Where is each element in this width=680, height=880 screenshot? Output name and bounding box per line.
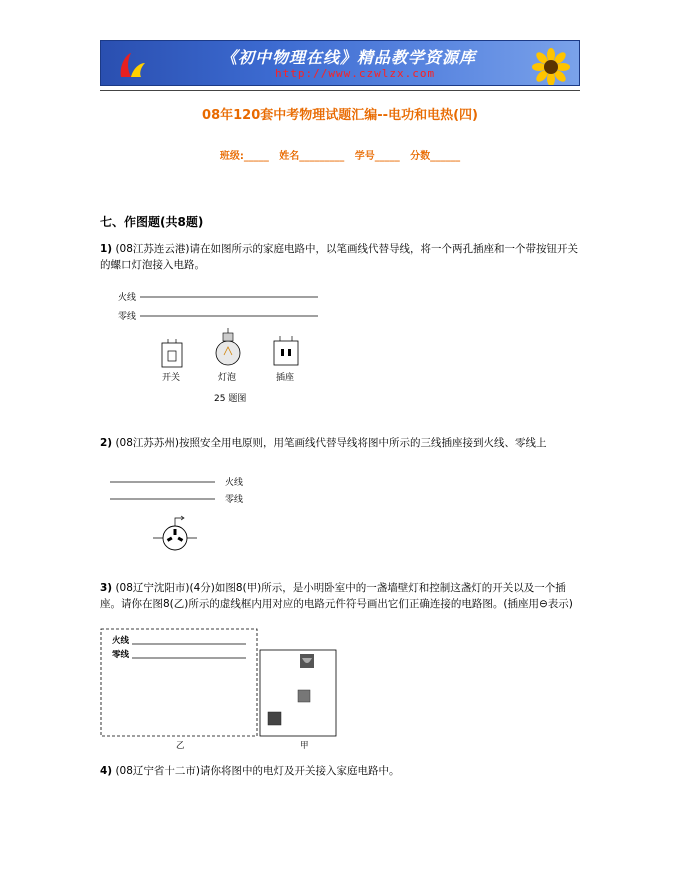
- question-text: (08江苏连云港)请在如图所示的家庭电路中，以笔画线代替导线，将一个两孔插座和一个带按钮开关的螺口灯泡接入电路。: [100, 243, 579, 271]
- section-title: 七、作图题(共8题): [100, 215, 204, 229]
- neutral-wire-label: 零线: [225, 495, 244, 505]
- live-wire-label: 火线: [118, 293, 137, 303]
- question-4: [100, 763, 580, 779]
- banner-title: 《初中物理在线》精品教学资源库: [221, 48, 477, 67]
- question-text: (08辽宁省十二市)请你将图中的电灯及开关接入家庭电路中。: [115, 765, 400, 777]
- question-number: 3): [100, 582, 113, 594]
- document-title: 08年120套中考物理试题汇编--电功和电热(四): [202, 108, 478, 123]
- live-wire-label: 火线: [225, 478, 244, 488]
- figure-1-circuit: [110, 285, 340, 410]
- label-jia: 甲: [300, 741, 309, 751]
- student-info-line: 班级:_____ 姓名_________ 学号_____ 分数______: [219, 151, 461, 162]
- bulb-label: 灯泡: [218, 373, 237, 383]
- banner-url[interactable]: http://www.czwlzx.com: [275, 67, 436, 80]
- three-pin-socket-symbol: [153, 516, 197, 550]
- wall-socket-icon: [268, 712, 281, 725]
- question-number: 1): [100, 243, 113, 255]
- question-3: [100, 580, 580, 612]
- neutral-wire-label: 零线: [112, 650, 130, 660]
- label-yi: 乙: [176, 741, 185, 751]
- wall-switch-icon: [298, 690, 310, 702]
- wall-lamp-icon: [300, 654, 314, 668]
- question-number: 2): [100, 437, 113, 449]
- figure-3-circuit: [100, 628, 340, 753]
- header-banner: [100, 40, 580, 86]
- question-text: (08江苏苏州)按照安全用电原则，用笔画线代替导线将图中所示的三线插座接到火线、零线上: [115, 437, 547, 449]
- switch-symbol: [162, 343, 182, 367]
- figure-caption: 25 题图: [214, 394, 247, 404]
- question-number: 4): [100, 765, 113, 777]
- figure-2-circuit: [105, 472, 255, 557]
- bulb-symbol: [216, 341, 240, 365]
- site-logo-icon: [115, 49, 149, 81]
- socket-label: 插座: [276, 373, 295, 383]
- header-divider: [100, 90, 580, 91]
- neutral-wire-label: 零线: [118, 312, 137, 322]
- question-text: (08辽宁沈阳市)(4分)如图8(甲)所示，是小明卧室中的一盏墙壁灯和控制这盏灯的开关以及一个插座。请你在图8(乙)所示的虚线框内用对应的电路元件符号画出它们正确连接的电路图。(插座用⊖表示): [100, 582, 573, 610]
- socket-symbol: [274, 341, 298, 365]
- live-wire-label: 火线: [112, 636, 130, 646]
- question-1: [100, 241, 580, 273]
- question-2: [100, 435, 580, 451]
- switch-label: 开关: [162, 373, 181, 383]
- sunflower-icon: [531, 47, 571, 86]
